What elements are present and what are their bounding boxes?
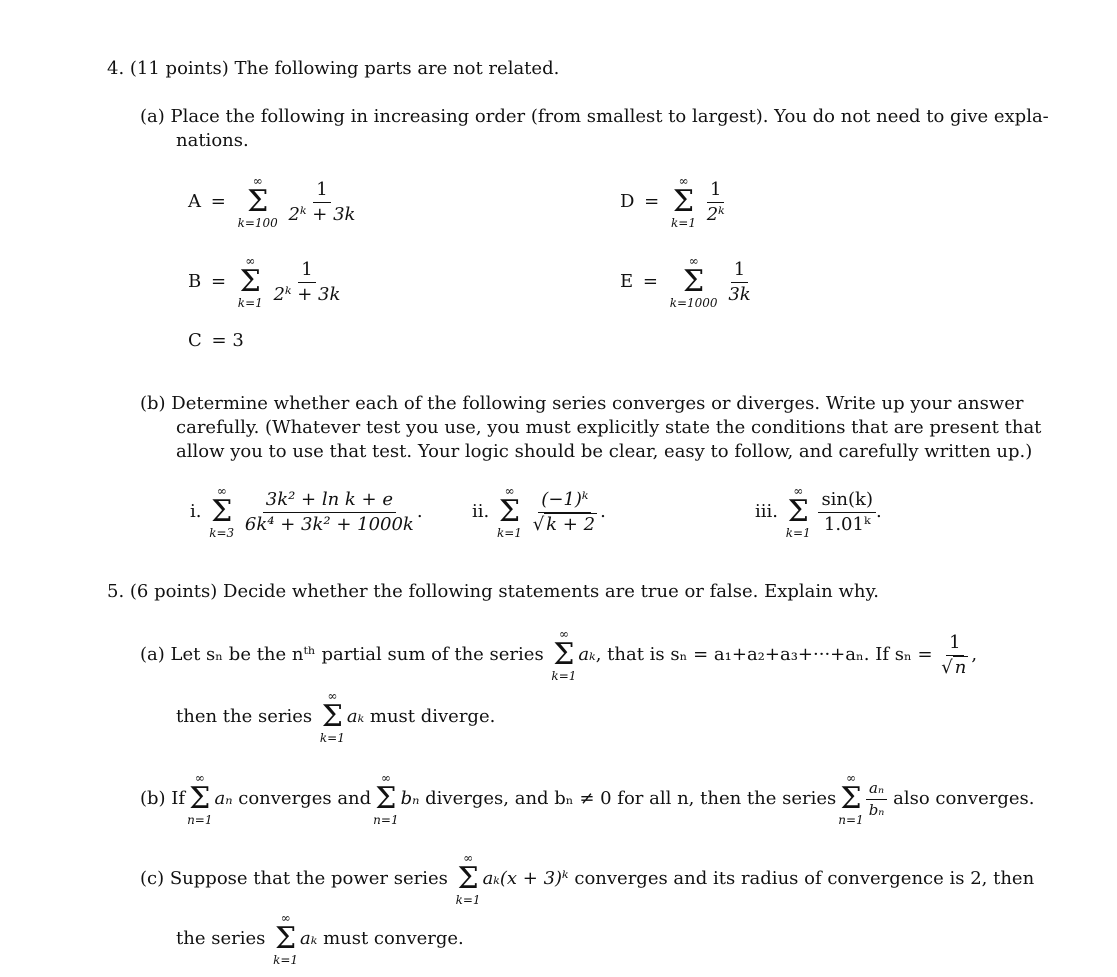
sigma-D: ∞ Σ k=1 bbox=[671, 174, 696, 230]
q5c-line2: the series ∞ Σ k=1 aₖ must converge. bbox=[176, 911, 464, 967]
series-E-label: E bbox=[620, 271, 634, 292]
sigma-q5b-2: ∞ Σ n=1 bbox=[373, 771, 399, 827]
series-ii-label: ii. bbox=[472, 501, 490, 522]
series-D: D = ∞ Σ k=1 $\frac{1}{\text{2ᵏ}}$ bbox=[620, 175, 728, 229]
series-i: i. ∞ Σ k=3 $\frac{\text{3k² + ln k + e}}{\text{6k⁴ + 3k² + 1000k}}$ . bbox=[190, 484, 423, 540]
fraction-E: $\frac{1}{3k}$ bbox=[728, 258, 751, 305]
fraction-q5a: $\frac{1}{√ n}$ bbox=[941, 631, 967, 678]
fraction-D: $\frac{1}{\text{2ᵏ}}$ bbox=[706, 178, 725, 225]
q5-heading: 5. (6 points) Decide whether the following statements are true or false. Explain why. bbox=[107, 581, 879, 602]
q4a-text-line2: nations. bbox=[176, 130, 249, 151]
q4b-text-line3: allow you to use that test. Your logic should be clear, easy to follow, and carefully written up.) bbox=[176, 441, 1033, 462]
sigma-q5a: ∞ Σ k=1 bbox=[551, 627, 577, 683]
sigma-iii: ∞ Σ k=1 bbox=[785, 484, 811, 540]
q5b-line: (b) If ∞ Σ n=1 aₙ converges and ∞ Σ n=1 bₙ diverges, and bₙ ≠ 0 for all n, then the series ∞ Σ n=1 $\frac{\text{aₙ}}{\text{bₙ}}$ also converges. bbox=[140, 771, 1035, 827]
value-C-label: C bbox=[188, 330, 202, 351]
series-B-label: B bbox=[188, 271, 202, 292]
series-iii: iii. ∞ Σ k=1 $\frac{\sin(k)}{\text{1.01ᵏ}}$ . bbox=[755, 484, 882, 540]
fraction-iii: $\frac{\sin(k)}{\text{1.01ᵏ}}$ bbox=[818, 490, 876, 535]
q5a-line1: (a) Let sₙ be the nᵗʰ partial sum of the series ∞ Σ k=1 aₖ, that is sₙ = a₁+a₂+a₃+···+aₙ. If sₙ = $\frac{1}{√ n}$ , bbox=[140, 627, 978, 683]
q5c-line1: (c) Suppose that the power series ∞ Σ k=1 aₖ(x + 3)ᵏ converges and its radius of convergence is 2, then bbox=[140, 851, 1035, 907]
series-iii-label: iii. bbox=[755, 501, 778, 522]
sigma-E: ∞ Σ k=1000 bbox=[669, 254, 718, 310]
q4b-text-line2: carefully. (Whatever test you use, you must explicitly state the conditions that are present that bbox=[176, 417, 1042, 438]
q4a-text-line1: (a) Place the following in increasing order (from smallest to largest). You do not need to give expla- bbox=[140, 106, 1049, 127]
q4-heading: 4. (11 points) The following parts are not related. bbox=[107, 58, 560, 79]
fraction-ii: $\frac{\text{(−1)ᵏ}}{√ k + 2}$ bbox=[532, 488, 596, 535]
series-A: A = ∞ Σ k=100 $\frac{1}{\text{2ᵏ + 3k}}$ bbox=[188, 175, 358, 229]
fraction-q5b: $\frac{\text{aₙ}}{\text{bₙ}}$ bbox=[866, 780, 888, 818]
fraction-A: $\frac{1}{\text{2ᵏ + 3k}}$ bbox=[288, 178, 356, 225]
series-B: B = ∞ Σ k=1 $\frac{1}{\text{2ᵏ + 3k}}$ bbox=[188, 255, 343, 309]
sigma-q5b-3: ∞ Σ n=1 bbox=[838, 771, 864, 827]
series-D-label: D bbox=[620, 191, 635, 212]
fraction-B: $\frac{1}{\text{2ᵏ + 3k}}$ bbox=[273, 258, 341, 305]
series-E: E = ∞ Σ k=1000 $\frac{1}{3k}$ bbox=[620, 255, 754, 309]
q5a-line2: then the series ∞ Σ k=1 aₖ must diverge. bbox=[176, 689, 496, 745]
sigma-B: ∞ Σ k=1 bbox=[237, 254, 263, 310]
sigma-i: ∞ Σ k=3 bbox=[209, 484, 235, 540]
sigma-A: ∞ Σ k=100 bbox=[237, 174, 278, 230]
q4b-text-line1: (b) Determine whether each of the following series converges or diverges. Write up your answer bbox=[140, 393, 1024, 414]
sigma-ii: ∞ Σ k=1 bbox=[496, 484, 522, 540]
value-C: C = 3 bbox=[188, 330, 244, 351]
sigma-q5c: ∞ Σ k=1 bbox=[455, 851, 481, 907]
sigma-q5b-1: ∞ Σ n=1 bbox=[187, 771, 213, 827]
sigma-q5c-2: ∞ Σ k=1 bbox=[273, 911, 299, 967]
series-ii: ii. ∞ Σ k=1 $\frac{\text{(−1)ᵏ}}{√ k + 2}$ . bbox=[472, 484, 606, 540]
series-A-label: A bbox=[188, 191, 201, 212]
sigma-q5a-2: ∞ Σ k=1 bbox=[319, 689, 345, 745]
series-i-label: i. bbox=[190, 501, 202, 522]
fraction-i: $\frac{\text{3k² + ln k + e}}{\text{6k⁴ + 3k² + 1000k}}$ bbox=[244, 488, 414, 535]
